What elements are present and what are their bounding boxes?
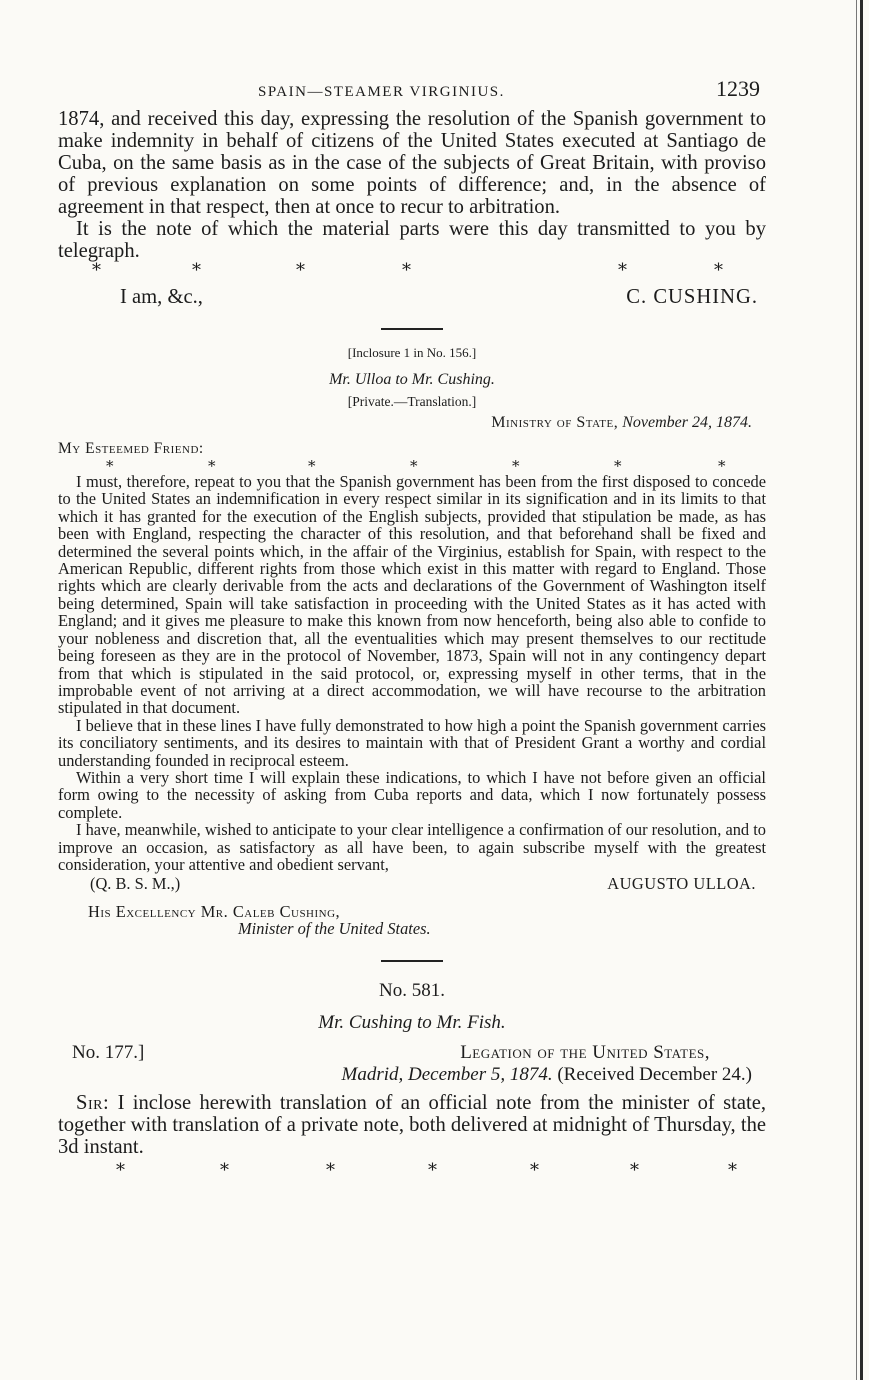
asterisk: * <box>308 457 316 476</box>
addressee-name: His Excellency Mr. Caleb Cushing, <box>88 901 341 921</box>
letter-body <box>58 473 766 873</box>
document-title: Mr. Cushing to Mr. Fish. <box>318 1011 506 1033</box>
addressee-title: Minister of the United States. <box>238 919 431 939</box>
date-place: Madrid, December 5, 1874. <box>341 1063 553 1085</box>
letter-body <box>58 1092 766 1158</box>
inclosure-label: [Inclosure 1 in No. 156.] <box>347 345 477 360</box>
legation-place: Legation of the United States, <box>460 1041 710 1063</box>
asterisk: * <box>296 260 305 281</box>
asterisk: * <box>92 260 101 281</box>
asterisk: * <box>402 260 411 281</box>
paragraph: 1874, and received this day, expressing the resolution of the Spanish government to make indemnity in behalf of citizens of the United States executed at Santiago de Cuba, on the same basis as in the case of the subjects of Great Britain, with proviso of previous explanation on some points of difference; and, in the absence of agreement in that respect, then at once to recur to arbitration. <box>58 108 766 218</box>
page-content <box>58 74 766 1180</box>
inclosure-dateline <box>58 414 766 431</box>
asterisk: * <box>220 1159 229 1181</box>
page-edge-line <box>856 0 857 1380</box>
inclosure-place: Ministry of State, <box>491 414 619 432</box>
received-date: (Received December 24.) <box>557 1063 752 1085</box>
ellipsis-stars <box>58 457 766 476</box>
closing: I am, &c., <box>120 286 203 308</box>
asterisk: * <box>614 457 622 476</box>
asterisk: * <box>630 1159 639 1181</box>
qbsm: (Q. B. S. M.,) <box>90 874 181 894</box>
paragraph: It is the note of which the material parts were this day transmitted to you by telegraph. <box>58 218 766 262</box>
document-number: No. 581. <box>379 979 445 1001</box>
body-text: I inclose herewith translation of an official note from the minister of state, together with translation of a private note, both delivered at midnight of Thursday, the 3d instant. <box>58 1091 767 1158</box>
ellipsis-stars <box>58 1159 766 1181</box>
ellipsis-stars <box>58 262 766 280</box>
signature: AUGUSTO ULLOA. <box>607 874 756 894</box>
page-number: 1239 <box>716 76 760 101</box>
paragraph: Within a very short time I will explain these indications, to which I have not before given an official form owing to the necessity of asking from Cuba reports and data, which I now fortunately possess complete. <box>58 767 766 822</box>
asterisk: * <box>410 457 418 476</box>
asterisk: * <box>116 1159 125 1181</box>
asterisk: * <box>512 457 520 476</box>
salutation: My Esteemed Friend: <box>58 439 204 457</box>
paragraph <box>58 1092 766 1158</box>
closing-row <box>58 286 766 308</box>
asterisk: * <box>728 1159 737 1181</box>
letter-signoff <box>58 875 766 892</box>
section-continuation <box>58 108 766 262</box>
signature: C. CUSHING. <box>626 286 758 308</box>
paragraph: I believe that in these lines I have fully demonstrated to how high a point the Spanish government carries its conciliatory sentiments, and its desires to maintain with that of President Grant a worthy and cordial understanding founded in reciprocal esteem. <box>58 715 766 770</box>
asterisk: * <box>718 457 726 476</box>
asterisk: * <box>618 260 627 281</box>
asterisk: * <box>326 1159 335 1181</box>
asterisk: * <box>428 1159 437 1181</box>
page-edge <box>860 0 863 1380</box>
salutation: Sir: <box>76 1091 110 1114</box>
inclosure-subtitle: [Private.—Translation.] <box>347 393 477 409</box>
asterisk: * <box>192 260 201 281</box>
running-head <box>58 74 766 108</box>
running-title: SPAIN—STEAMER VIRGINIUS. <box>258 84 505 100</box>
asterisk: * <box>106 457 114 476</box>
dateline <box>58 1064 766 1086</box>
addressee <box>58 903 766 938</box>
inclosure-date: November 24, 1874. <box>622 414 752 432</box>
asterisk: * <box>208 457 216 476</box>
legation-row <box>58 1042 766 1064</box>
paragraph: I must, therefore, repeat to you that the Spanish government has been from the first disposed to concede to the United States an indemnification in every respect similar in its signification and in its limits to that which it has granted for the execution of the English subjects, provided that stipulation be made, as has been with England, respecting the character of this resolution, and that beforehand shall be fixed and determined the several points which, in the affair of the Virginius, establish for Spain, with respect to the American Republic, different rights from those which exist in this matter with regard to England. Those rights which are clearly derivable from the acts and declarations of the Government of Washington itself being determined, Spain will take satisfaction in proceeding with the United States as it has acted with England; and it gives me pleasure to make this known from now henceforth, being also able to confide to your nobleness and discretion that, all the eventualities which may present themselves to our rectitude being foreseen as they are in the protocol of November, 1873, Spain will not in any contingency depart from that which is stipulated in the said protocol, or, expressing myself in other terms, that in the improbable event of not arriving at a direct accommodation, we will have recourse to the arbitration stipulated in that document. <box>58 472 766 718</box>
paragraph: I have, meanwhile, wished to anticipate to your clear intelligence a confirmation of our resolution, and to improve an occasion, as satisfactory as all have been, to again subscribe myself with the greatest consideration, your attentive and obedient servant, <box>58 820 766 874</box>
doc-number: No. 177.] <box>72 1041 145 1063</box>
asterisk: * <box>530 1159 539 1181</box>
inclosure-title: Mr. Ulloa to Mr. Cushing. <box>329 371 495 389</box>
asterisk: * <box>714 260 723 281</box>
